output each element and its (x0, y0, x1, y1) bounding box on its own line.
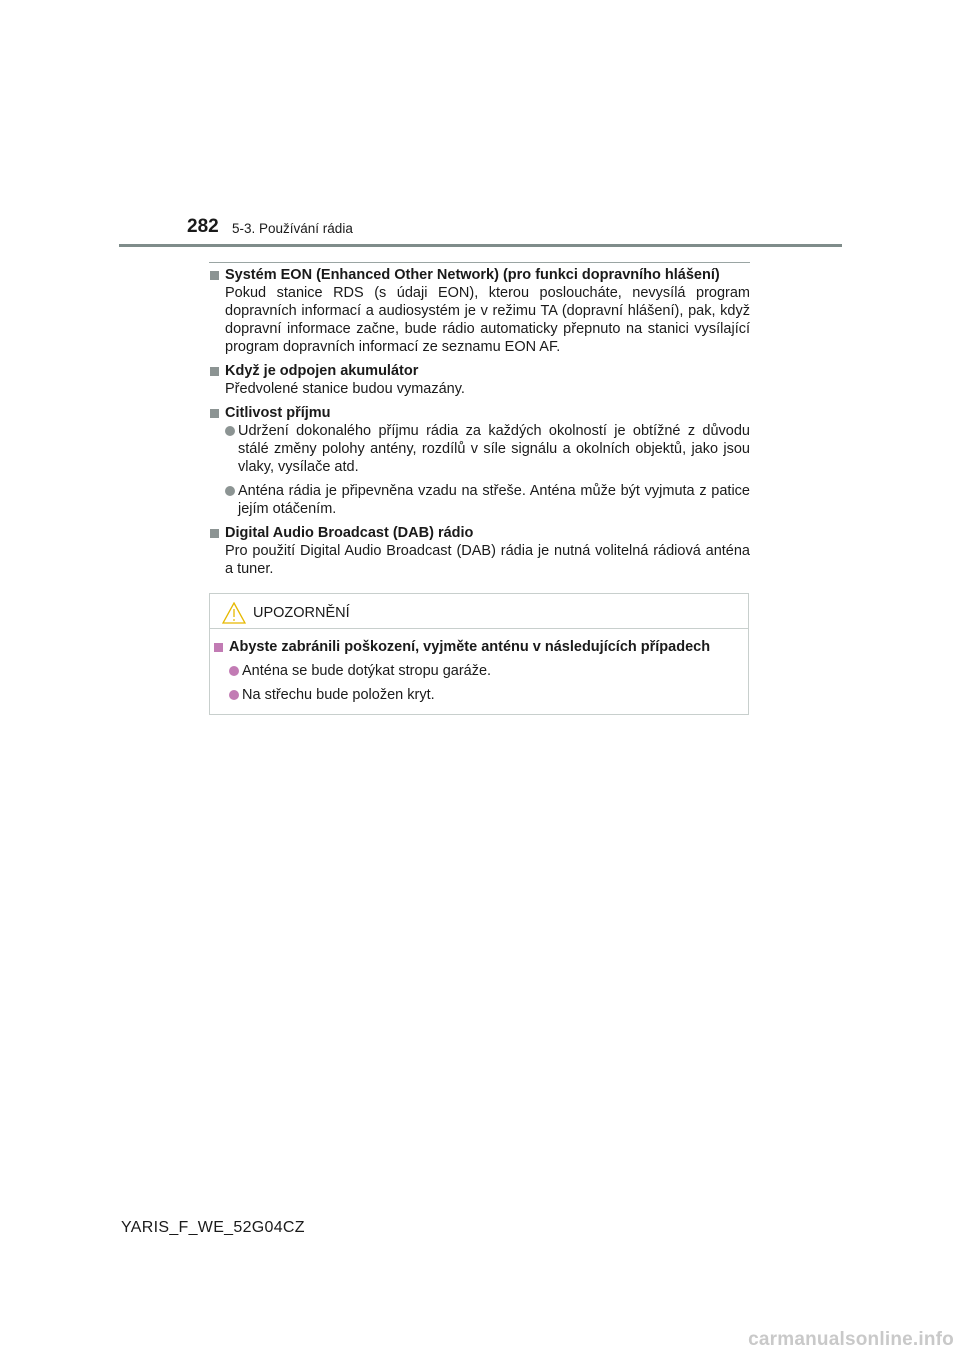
warning-triangle-icon (222, 602, 246, 624)
section-body: Pro použití Digital Audio Broadcast (DAB) rádia je nutná volitelná rádiová anténa a tuner. (225, 543, 750, 577)
warning-box (209, 593, 749, 715)
section-title: 5-3. Používání rádia (232, 221, 353, 236)
warning-header (222, 600, 350, 626)
section-heading (210, 362, 750, 380)
warning-divider (210, 628, 748, 629)
round-bullet-icon (225, 486, 235, 496)
thin-rule (209, 262, 750, 263)
section-reception (210, 404, 750, 518)
list-item-text: Udržení dokonalého příjmu rádia za každých okolností je obtížné z důvodu stálé změny polohy antény, rozdílů v síle signálu a okolních objektů, jako jsou vlaky, vysílače atd. (238, 423, 750, 475)
round-bullet-icon (225, 426, 235, 436)
list-item (210, 482, 750, 518)
section-body: Pokud stanice RDS (s údaji EON), kterou posloucháte, nevysílá program dopravních informací a audiosystém je v režimu TA (dopravní hlášení), pak, když dopravní informace začne, bude rádio automaticky přepnuto na stanici vysílající program dopravních informací ze seznamu EON AF. (225, 285, 750, 355)
list-item (214, 662, 744, 680)
section-heading (210, 404, 750, 422)
round-bullet-icon (229, 666, 239, 676)
section-dab (210, 524, 750, 578)
list-item-text: Anténa rádia je připevněna vzadu na střeše. Anténa může být vyjmuta z patice jejím otáčením. (238, 483, 750, 517)
square-bullet-icon (210, 367, 219, 376)
watermark: carmanualsonline.info (748, 1329, 954, 1350)
round-bullet-icon (229, 690, 239, 700)
section-battery (210, 362, 750, 398)
list-item-text: Anténa se bude dotýkat stropu garáže. (242, 663, 492, 679)
list-item (214, 686, 744, 704)
heading-text: Digital Audio Broadcast (DAB) rádio (225, 525, 474, 541)
square-bullet-icon (214, 643, 223, 652)
heading-text: Když je odpojen akumulátor (225, 363, 419, 379)
section-eon (210, 266, 750, 356)
heading-text: Systém EON (Enhanced Other Network) (pro funkci dopravního hlášení) (225, 267, 720, 283)
square-bullet-icon (210, 529, 219, 538)
list-item-text: Na střechu bude položen kryt. (242, 687, 435, 703)
square-bullet-icon (210, 409, 219, 418)
warning-label: UPOZORNĚNÍ (253, 605, 350, 621)
footer-code: YARIS_F_WE_52G04CZ (121, 1219, 305, 1236)
heading-text: Abyste zabránili poškození, vyjměte anténu v následujících případech (229, 639, 711, 655)
header-rule (119, 244, 842, 247)
page-number: 282 (187, 216, 219, 237)
section-body: Předvolené stanice budou vymazány. (225, 381, 465, 397)
list-item (210, 422, 750, 476)
warning-body (214, 638, 744, 704)
section-heading (210, 266, 750, 284)
warning-heading (214, 638, 744, 656)
content (210, 266, 750, 578)
heading-text: Citlivost příjmu (225, 405, 331, 421)
section-heading (210, 524, 750, 542)
square-bullet-icon (210, 271, 219, 280)
